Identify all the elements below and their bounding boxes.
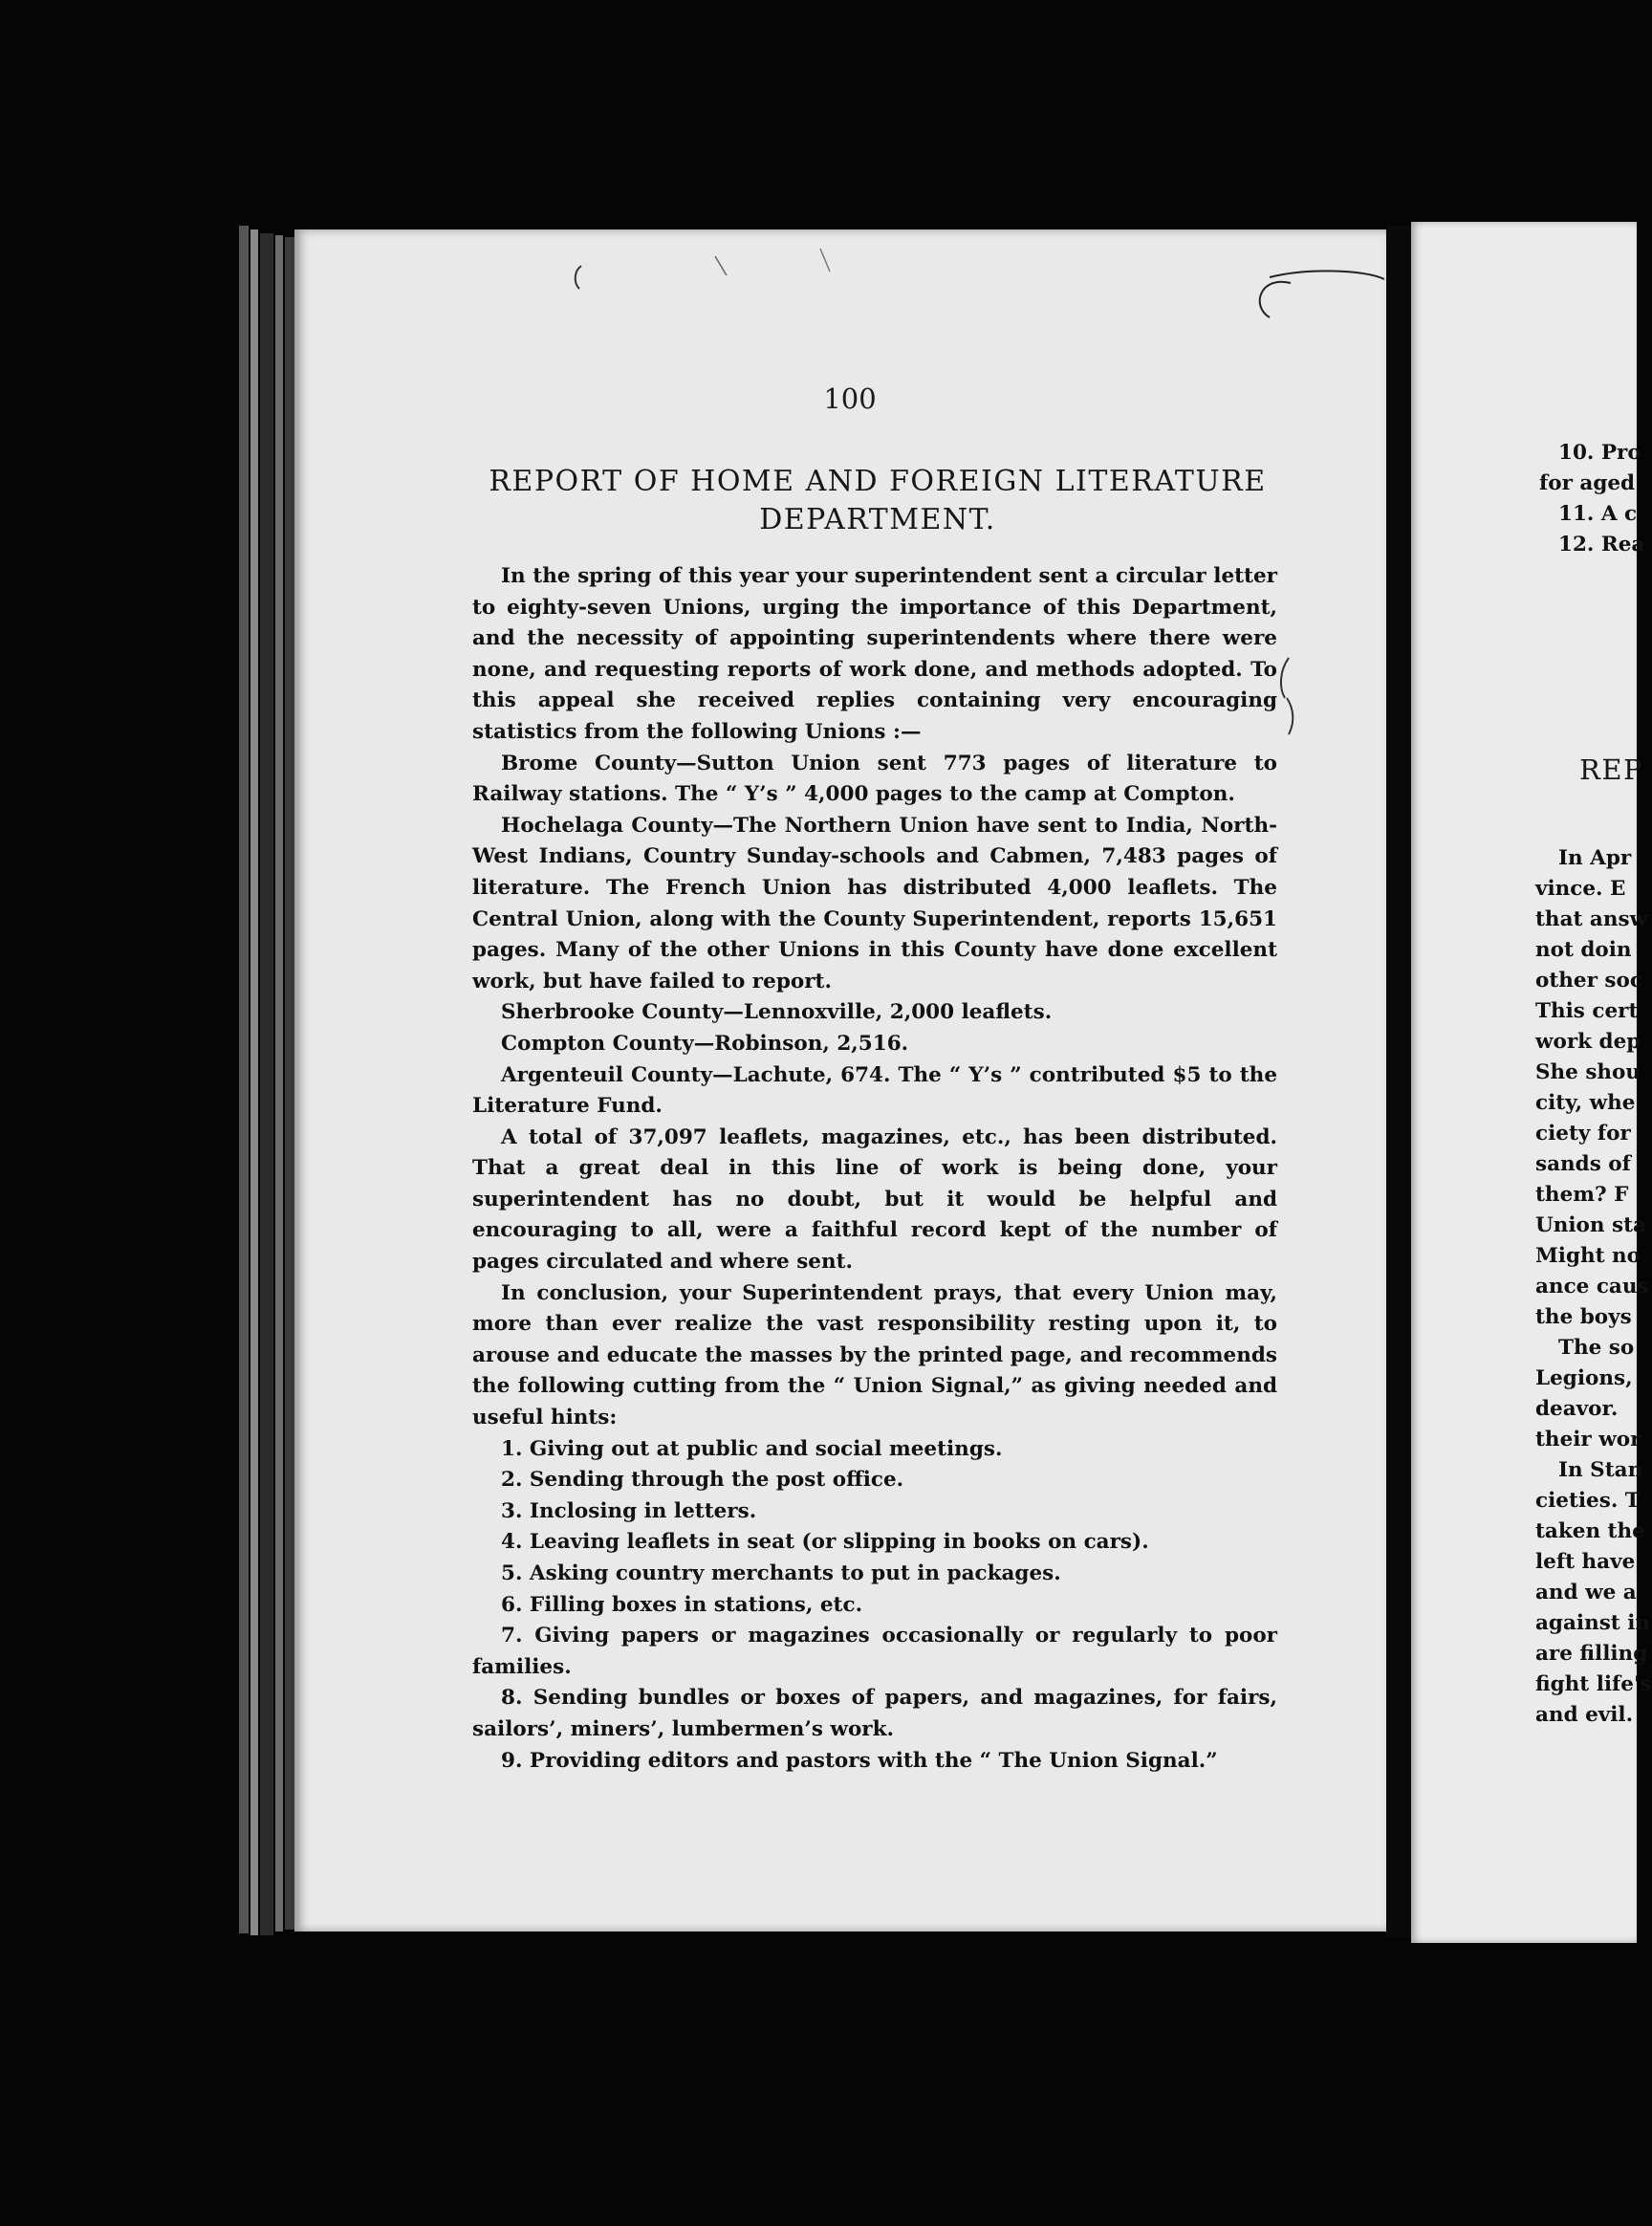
right-line: that answ [1535, 907, 1648, 931]
book-edge [285, 237, 294, 1930]
paragraph: Hochelaga County—The Northern Union have sent to India, North-West Indians, Country Sunday-schools and Cabmen, 7,483 pages of literature. The French Union has distributed 4,000 leaflets. The Central Union, along with the County Superintendent, reports 15,651 pages. Many of the other Unions in this County have done excellent work, but have failed to report. [472, 813, 1277, 993]
list-item: 6. Filling boxes in stations, etc. [501, 1592, 863, 1617]
right-line: deavor. [1535, 1397, 1619, 1421]
right-line: for aged [1539, 471, 1636, 495]
book-edge [250, 229, 258, 1935]
right-page [1411, 222, 1652, 1943]
right-line: In Stan [1558, 1458, 1643, 1482]
right-line: other soc [1535, 969, 1642, 993]
paragraph: A total of 37,097 leaflets, magazines, etc., has been distributed. That a great deal in this line of work is being done, your superintendent has no doubt, but it would be helpful and encouraging to all, were a faithful record kept of the number of pages circulated and where sent. [472, 1124, 1277, 1275]
right-line: ciety for [1535, 1122, 1631, 1146]
right-line: ance caus [1535, 1275, 1649, 1298]
right-line: sands of [1535, 1152, 1631, 1176]
page-title [486, 463, 1270, 539]
list-item: 2. Sending through the post office. [501, 1468, 904, 1493]
right-line: taken the [1535, 1519, 1645, 1543]
right-line: 12. Rea [1558, 533, 1645, 556]
list-item: 5. Asking country merchants to put in packages. [501, 1561, 1061, 1585]
right-line: Legions, [1535, 1366, 1633, 1390]
right-line: fight life's [1535, 1672, 1652, 1696]
right-line: She shou [1535, 1060, 1641, 1084]
list-item: 8. Sending bundles or boxes of papers, and magazines, for fairs, sailors’, miners’, lumbermen’s work. [472, 1686, 1277, 1741]
list-item: 1. Giving out at public and social meetings. [501, 1436, 1003, 1461]
right-line: are filling [1535, 1642, 1648, 1666]
right-line: the boys [1535, 1305, 1632, 1329]
right-heading: REP [1579, 753, 1644, 786]
list-item: 4. Leaving leaflets in seat (or slipping in books on cars). [501, 1530, 1149, 1555]
page-gutter [1386, 226, 1411, 1937]
title-line: REPORT OF HOME AND FOREIGN LITERATURE [489, 465, 1267, 498]
book-edge [239, 226, 249, 1933]
right-line: left have [1535, 1550, 1636, 1574]
right-line: 10. Pro [1558, 441, 1641, 465]
right-line: and we a [1535, 1581, 1637, 1604]
right-line: cieties. T [1535, 1489, 1641, 1513]
left-page [294, 229, 1386, 1931]
paragraph: Compton County—Robinson, 2,516. [501, 1031, 909, 1056]
right-line: In Apr [1558, 846, 1632, 870]
list-item: 3. Inclosing in letters. [501, 1498, 757, 1523]
paragraph: In conclusion, your Superintendent prays, that every Union may, more than ever realize the vast responsibility resting upon it, to arouse and educate the masses by the printed page, and recommends the following cutting from the “ Union Signal,” as giving needed and useful hints: [472, 1280, 1277, 1430]
right-line: city, whe [1535, 1091, 1636, 1115]
list-item: 9. Providing editors and pastors with the “ The Union Signal.” [501, 1748, 1218, 1773]
right-line: them? F [1535, 1183, 1629, 1207]
right-line: This cert [1535, 999, 1639, 1023]
title-line: DEPARTMENT. [759, 503, 996, 536]
right-line: and evil. [1535, 1703, 1634, 1727]
report-body [472, 561, 1277, 1777]
right-line: 11. A c [1558, 502, 1638, 526]
right-line: The so [1558, 1336, 1635, 1360]
paragraph: Brome County—Sutton Union sent 773 pages of literature to Railway stations. The “ Y’s ” 4,000 pages to the camp at Compton. [472, 751, 1277, 807]
right-line: against in [1535, 1611, 1651, 1635]
book-edge [260, 233, 273, 1935]
right-line: Might no [1535, 1244, 1641, 1268]
right-line: their wor [1535, 1428, 1641, 1451]
right-line: Union sta [1535, 1213, 1646, 1237]
right-line: vince. E [1535, 877, 1626, 901]
paragraph: In the spring of this year your superintendent sent a circular letter to eighty-seven Unions, urging the importance of this Department, and the necessity of appointing superintendents where there were none, and requesting reports of work done, and methods adopted. To this appeal she received replies containing very encouraging statistics from the following Unions :— [472, 564, 1277, 744]
paragraph: Argenteuil County—Lachute, 674. The “ Y’s ” contributed $5 to the Literature Fund. [472, 1062, 1277, 1119]
right-line: work dep [1535, 1030, 1641, 1054]
paragraph: Sherbrooke County—Lennoxville, 2,000 leaflets. [501, 1000, 1053, 1025]
book-edge [275, 235, 283, 1931]
list-item: 7. Giving papers or magazines occasionally or regularly to poor families. [472, 1624, 1277, 1679]
right-line: not doin [1535, 938, 1632, 962]
page-number: 100 [823, 382, 877, 415]
